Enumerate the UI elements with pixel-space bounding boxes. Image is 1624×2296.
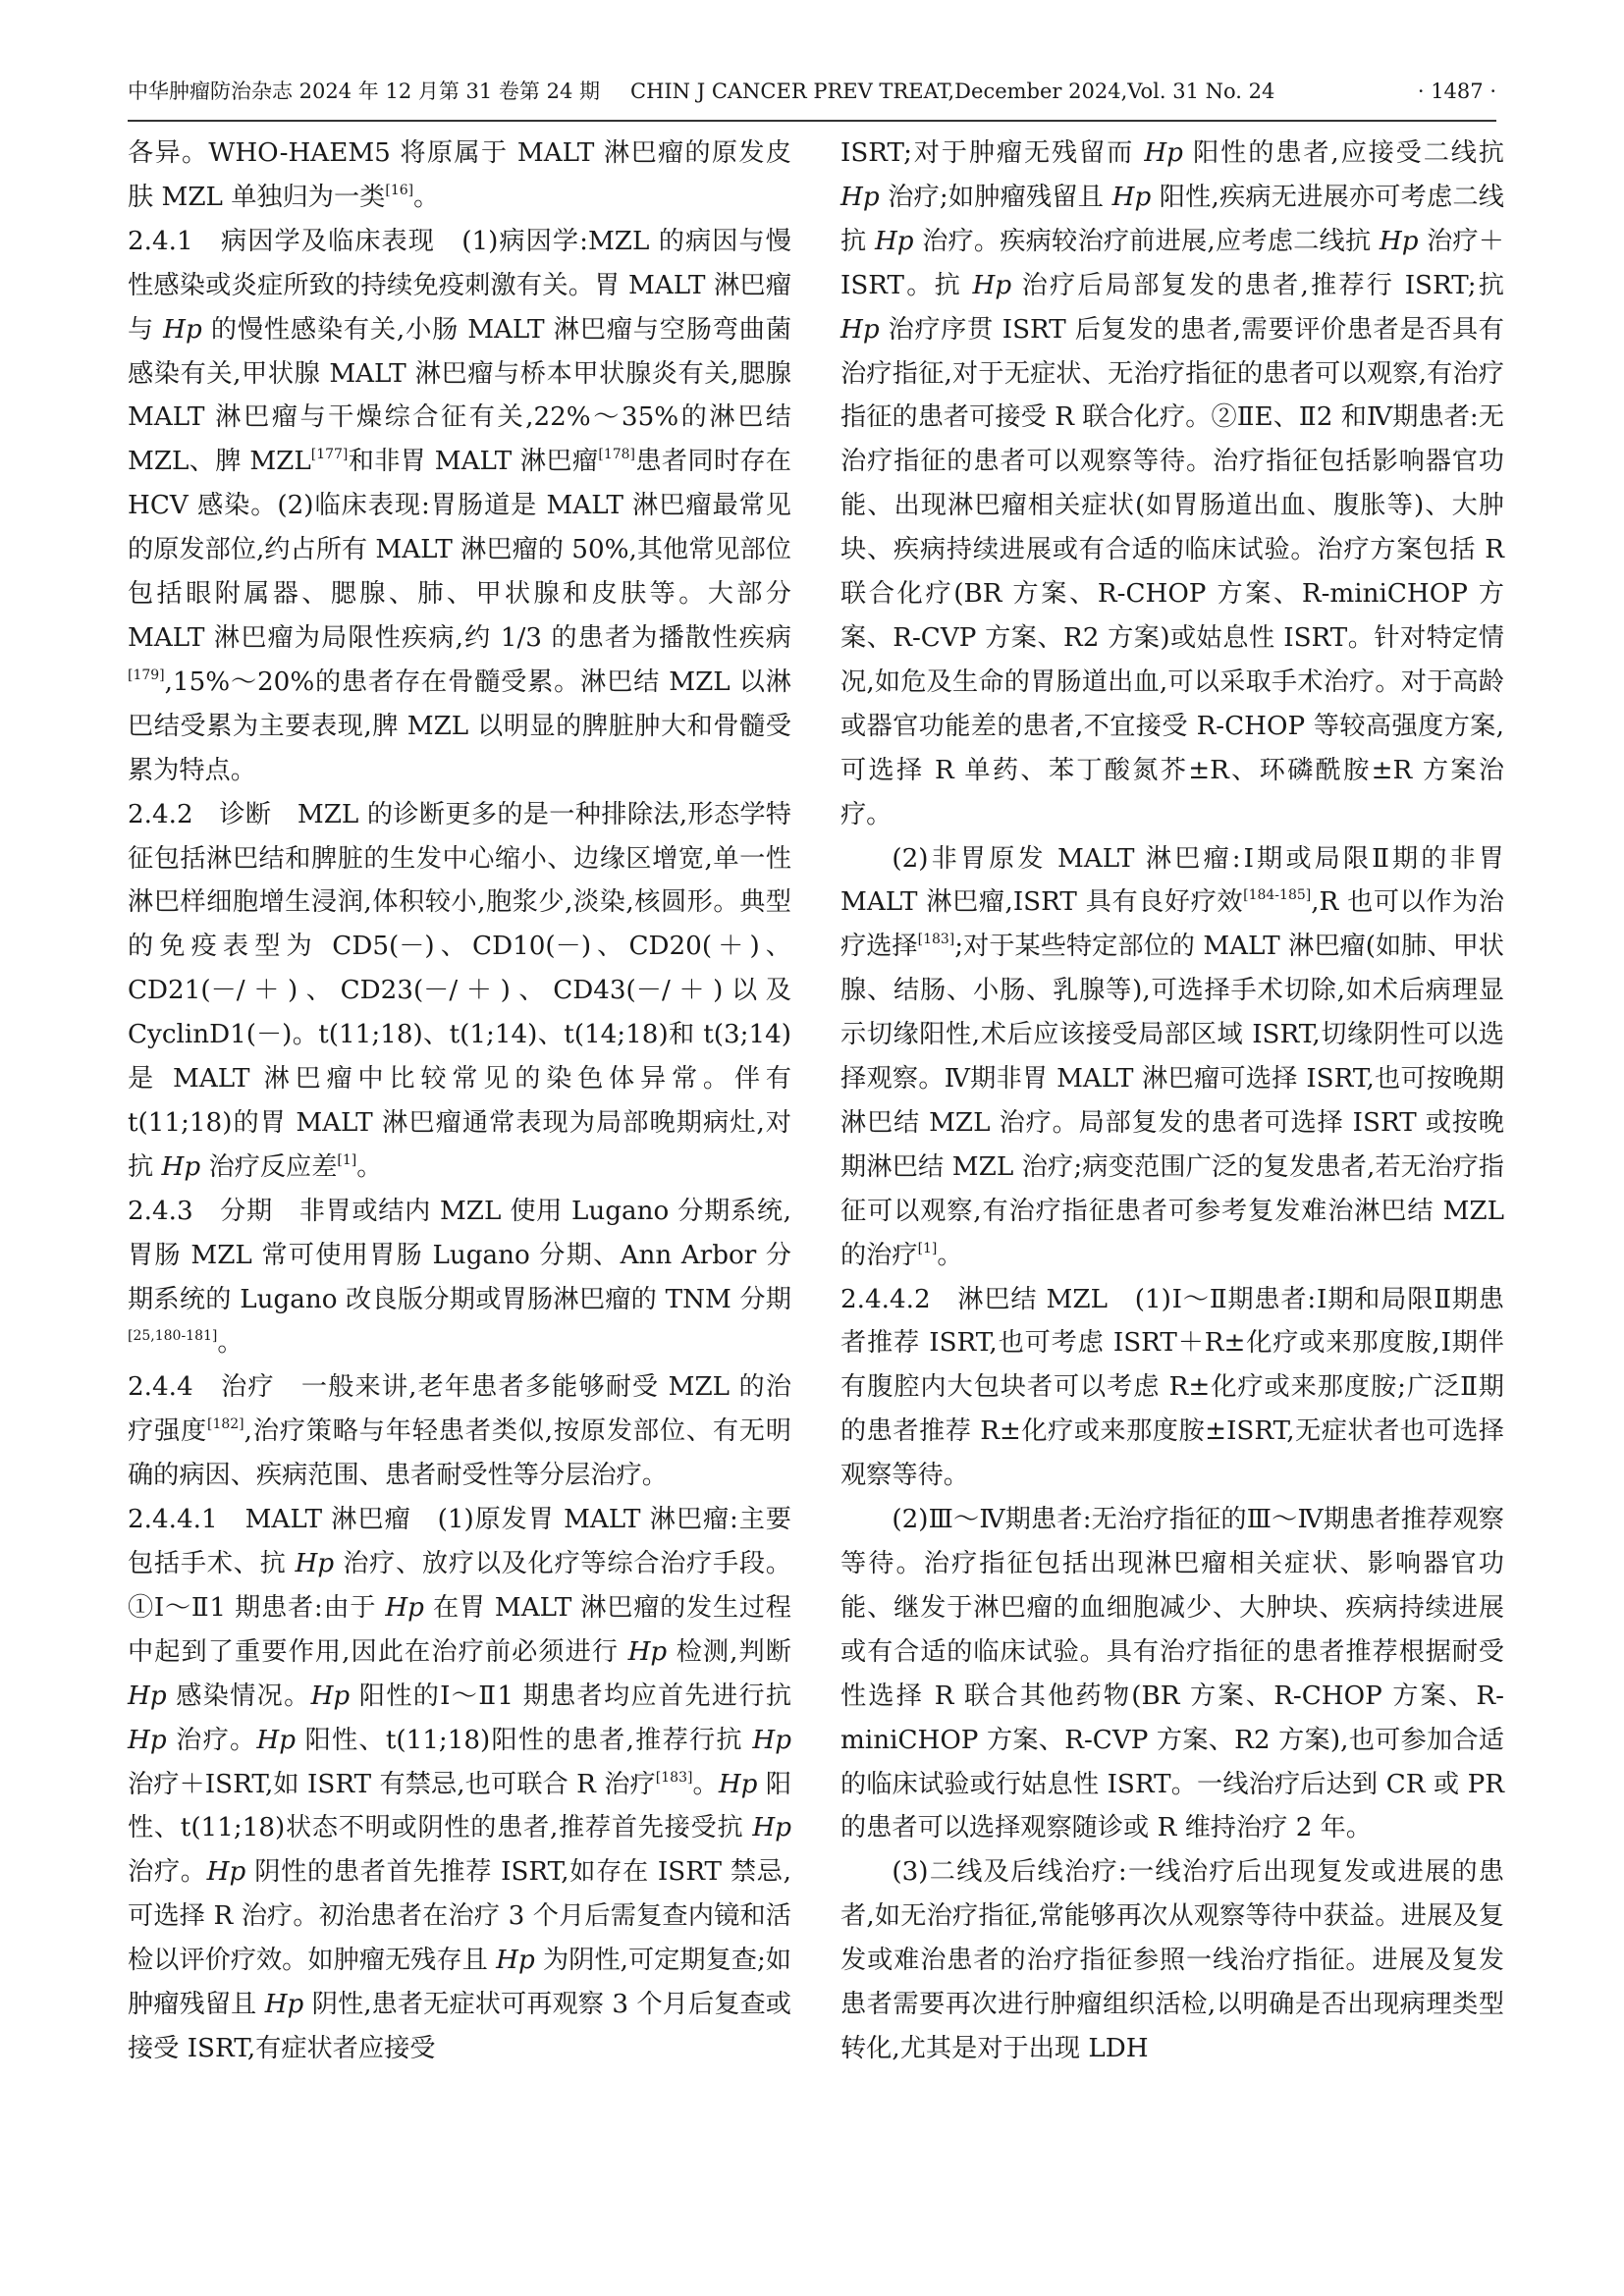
header-rule [128,120,1496,122]
left-column [128,132,791,2071]
paragraph-2-4-4-1: 2.4.4.1 MALT 淋巴瘤 (1)原发胃 MALT 淋巴瘤:主要包括手术、抗 Hp 治疗、放疗以及化疗等综合治疗手段。①Ⅰ～Ⅱ1 期患者:由于 Hp 在胃 MALT 淋巴瘤的发生过程中起到了重要作用,因此在治疗前必须进行 Hp 检测,判断 Hp 感染情况。Hp 阳性的Ⅰ～Ⅱ1 期患者均应首先进行抗 Hp 治疗。Hp 阳性、t(11;18)阳性的患者,推荐行抗 Hp 治疗＋ISRT,如 ISRT 有禁忌,也可联合 R 治疗[183]。Hp 阳性、t(11;18)状态不明或阴性的患者,推荐首先接受抗 Hp 治疗。Hp 阴性的患者首先推荐 ISRT,如存在 ISRT 禁忌,可选择 R 治疗。初治患者在治疗 3 个月后需复查内镜和活检以评价疗效。如肿瘤无残存且 Hp 为阴性,可定期复查;如肿瘤残留且 Hp 阴性,患者无症状可再观察 3 个月后复查或接受 ISRT,有症状者应接受 [128,1505,792,2063]
paragraph-continued: ISRT;对于肿瘤无残留而 Hp 阳性的患者,应接受二线抗 Hp 治疗;如肿瘤残留且 Hp 阳性,疾病无进展亦可考虑二线抗 Hp 治疗。疾病较治疗前进展,应考虑二线抗 Hp 治疗＋ISRT。抗 Hp 治疗后局部复发的患者,推荐行 ISRT;抗 Hp 治疗序贯 ISRT 后复发的患者,需要评价患者是否具有治疗指征,对于无症状、无治疗指征的患者可以观察,有治疗指征的患者可接受 R 联合化疗。②ⅡE、Ⅱ2 和Ⅳ期患者:无治疗指征的患者可以观察等待。治疗指征包括影响器官功能、出现淋巴瘤相关症状(如胃肠道出血、腹胀等)、大肿块、疾病持续进展或有合适的临床试验。治疗方案包括 R 联合化疗(BR 方案、R-CHOP 方案、R-miniCHOP 方案、R-CVP 方案、R2 方案)或姑息性 ISRT。针对特定情况,如危及生命的胃肠道出血,可以采取手术治疗。对于高龄或器官功能差的患者,不宜接受 R-CHOP 等较高强度方案,可选择 R 单药、苯丁酸氮芥±R、环磷酰胺±R 方案治疗。 [840,138,1504,829]
paragraph-2-4-4-2: 2.4.4.2 淋巴结 MZL (1)Ⅰ～Ⅱ期患者:Ⅰ期和局限Ⅱ期患者推荐 ISRT,也可考虑 ISRT＋R±化疗或来那度胺,Ⅰ期伴有腹腔内大包块者可以考虑 R±化疗或来那度胺;广泛Ⅱ期的患者推荐 R±化疗或来那度胺±ISRT,无症状者也可选择观察等待。 [840,1284,1504,1491]
paragraph-2-4-4: 2.4.4 治疗 一般来讲,老年患者多能够耐受 MZL 的治疗强度[182],治疗策略与年轻患者类似,按原发部位、有无明确的病因、疾病范围、患者耐受性等分层治疗。 [128,1372,791,1491]
running-header [128,75,1496,108]
paragraph-second-line: (3)二线及后线治疗:一线治疗后出现复发或进展的患者,如无治疗指征,常能够再次从观察等待中获益。进展及复发或难治患者的治疗指征参照一线治疗指征。进展及复发患者需要再次进行肿瘤组织活检,以明确是否出现病理类型转化,尤其是对于出现 LDH [840,1857,1504,2063]
citation: [183] [917,932,955,948]
citation: [183] [655,1769,693,1786]
journal-issue-english: CHIN J CANCER PREV TREAT,December 2024,Vol. 31 No. 24 [630,80,1275,103]
paragraph-non-gastric-malt: (2)非胃原发 MALT 淋巴瘤:Ⅰ期或局限Ⅱ期的非胃 MALT 淋巴瘤,ISRT 具有良好疗效[184-185],R 也可以作为治疗选择[183];对于某些特定部位的 MALT 淋巴瘤(如肺、甲状腺、结肠、小肠、乳腺等),可选择手术切除,如术后病理显示切缘阳性,术后应该接受局部区域 ISRT,切缘阴性可以选择观察。Ⅳ期非胃 MALT 淋巴瘤可选择 ISRT,也可按晚期淋巴结 MZL 治疗。局部复发的患者可选择 ISRT 或按晚期淋巴结 MZL 治疗;病变范围广泛的复发患者,若无治疗指征可以观察,有治疗指征患者可参考复发难治淋巴结 MZL 的治疗[1]。 [840,843,1504,1270]
paragraph-2-4-1: 2.4.1 病因学及临床表现 (1)病因学:MZL 的病因与慢性感染或炎症所致的持续免疫刺激有关。胃 MALT 淋巴瘤与 Hp 的慢性感染有关,小肠 MALT 淋巴瘤与空肠弯曲菌感染有关,甲状腺 MALT 淋巴瘤与桥本甲状腺炎有关,腮腺 MALT 淋巴瘤与干燥综合征有关,22%～35%的淋巴结 MZL、脾 MZL[177]和非胃 MALT 淋巴瘤[178]患者同时存在 HCV 感染。(2)临床表现:胃肠道是 MALT 淋巴瘤最常见的原发部位,约占所有 MALT 淋巴瘤的 50%,其他常见部位包括眼附属器、腮腺、肺、甲状腺和皮肤等。大部分 MALT 淋巴瘤为局限性疾病,约 1/3 的患者为播散性疾病[179],15%～20%的患者存在骨髓受累。淋巴结 MZL 以淋巴结受累为主要表现,脾 MZL 以明显的脾脏肿大和骨髓受累为特点。 [128,226,792,785]
paragraph-2-4-2: 2.4.2 诊断 MZL 的诊断更多的是一种排除法,形态学特征包括淋巴结和脾脏的生发中心缩小、边缘区增宽,单一性淋巴样细胞增生浸润,体积较小,胞浆少,淡染,核圆形。典型的免疫表型为 CD5(－)、CD10(－)、CD20(＋)、CD21(－/＋)、CD23(－/＋)、CD43(－/＋)以及 CyclinD1(－)。t(11;18)、t(1;14)、t(14;18)和 t(3;14)是 MALT 淋巴瘤中比较常见的染色体异常。伴有 t(11;18)的胃 MALT 淋巴瘤通常表现为局部晚期病灶,对抗 Hp 治疗反应差[1]。 [128,799,791,1182]
page-number: · 1487 · [1417,80,1496,103]
paragraph: 各异。WHO-HAEM5 将原属于 MALT 淋巴瘤的原发皮肤 MZL 单独归为一类[16]。 [128,138,791,212]
citation: [25,180-181] [128,1328,218,1345]
citation: [1] [337,1151,357,1168]
paragraph-2-4-3: 2.4.3 分期 非胃或结内 MZL 使用 Lugano 分期系统,胃肠 MZL 常可使用胃肠 Lugano 分期、Ann Arbor 分期系统的 Lugano 改良版分期或胃肠淋巴瘤的 TNM 分期[25,180-181]。 [128,1196,791,1359]
citation: [182] [206,1416,244,1433]
citation: [1] [917,1240,938,1256]
citation: [16] [385,182,414,198]
paragraph-stage-3-4: (2)Ⅲ～Ⅳ期患者:无治疗指征的Ⅲ～Ⅳ期患者推荐观察等待。治疗指征包括出现淋巴瘤相关症状、影响器官功能、继发于淋巴瘤的血细胞减少、大肿块、疾病持续进展或有合适的临床试验。具有治疗指征的患者推荐根据耐受性选择 R 联合其他药物(BR 方案、R-CHOP 方案、R-miniCHOP 方案、R-CVP 方案、R2 方案),也可参加合适的临床试验或行姑息性 ISRT。一线治疗后达到 CR 或 PR 的患者可以选择观察随诊或 R 维持治疗 2 年。 [840,1505,1504,1843]
citation: [179] [128,667,165,683]
citation: [184-185] [1243,887,1312,904]
citation: [177] [310,447,349,463]
right-column [840,132,1504,2071]
journal-issue: 中华肿瘤防治杂志 2024 年 12 月第 31 卷第 24 期 [128,80,601,103]
citation: [178] [598,447,636,463]
